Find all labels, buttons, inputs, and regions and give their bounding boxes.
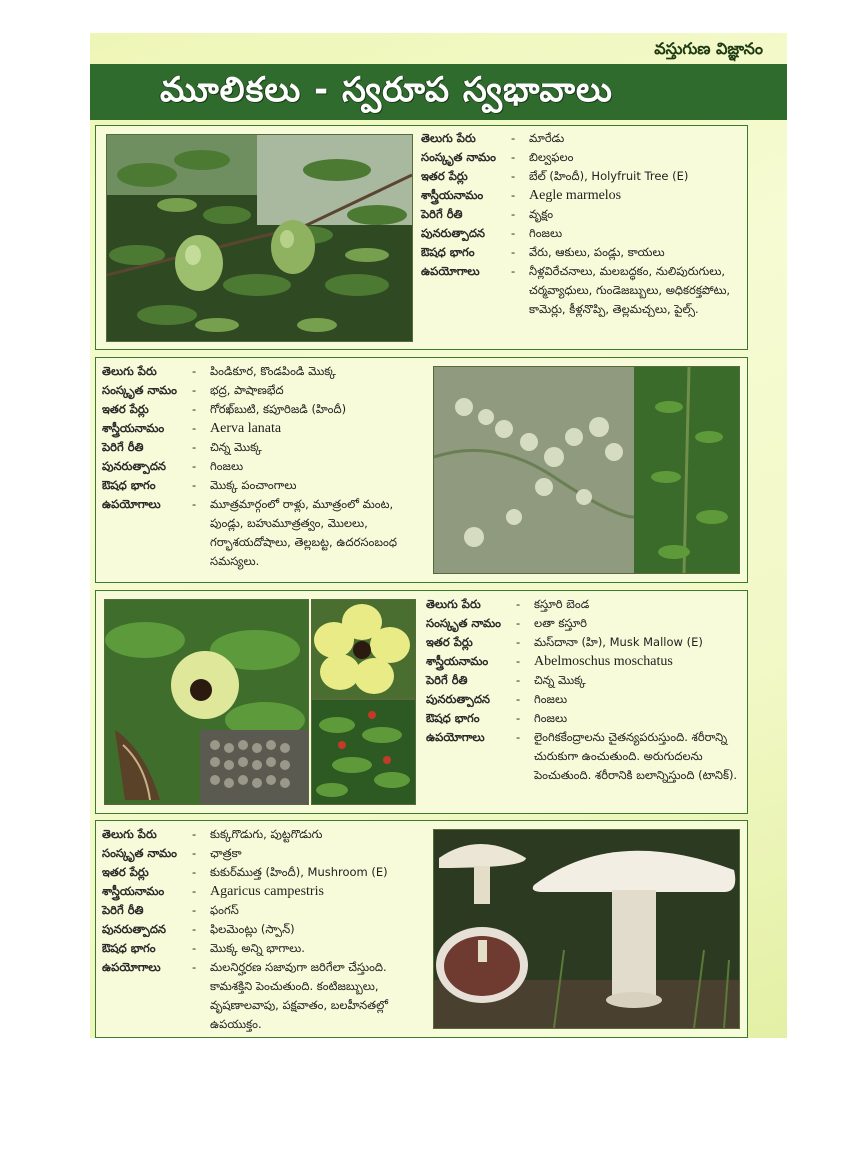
value: భద్ర, పాషాణభేద: [210, 383, 284, 397]
label: తెలుగు పేరు: [102, 364, 157, 378]
plant-card-musk-mallow: [95, 590, 748, 814]
value: ఫిలమెంట్లు (స్పాన్): [210, 922, 295, 936]
label: ఉపయోగాలు: [426, 730, 485, 744]
running-head: వస్తుగుణ విజ్ఞానం: [654, 39, 763, 58]
separator: -: [192, 383, 197, 397]
row-uses: [102, 495, 428, 571]
label: ఇతర పేర్లు: [102, 865, 149, 879]
separator: -: [516, 673, 521, 687]
value: Abelmoschus moschatus: [534, 654, 673, 669]
value: మారేడు: [529, 131, 565, 145]
musk-mallow-shrub-photo: [311, 699, 416, 805]
separator: -: [192, 478, 197, 492]
value: గింజలు: [210, 459, 244, 473]
row-uses: [421, 262, 741, 319]
row-other-names: [102, 400, 428, 419]
label: పునరుత్పాదన: [102, 922, 167, 936]
label: ఇతర పేర్లు: [102, 402, 149, 416]
row-other-names: [426, 633, 744, 652]
separator: -: [192, 941, 197, 955]
label: ఉపయోగాలు: [102, 960, 161, 974]
label: శాస్త్రీయనామం: [421, 188, 484, 202]
value: మొక్క అన్ని భాగాలు.: [210, 941, 305, 955]
label: పునరుత్పాదన: [421, 226, 486, 240]
value: బేల్ (హిందీ), Holyfruit Tree (E): [529, 169, 689, 183]
row-sanskrit-name: [102, 844, 432, 863]
row-sanskrit-name: [102, 381, 428, 400]
value: పిండికూర, కొండపిండి మొక్క: [210, 364, 336, 378]
row-sanskrit-name: [426, 614, 744, 633]
value: ఛాత్రకా: [210, 846, 242, 860]
plant-card-bael: [95, 125, 748, 350]
label: శాస్త్రీయనామం: [102, 884, 165, 898]
row-growth-habit: [102, 438, 428, 457]
aerva-info: [102, 362, 428, 571]
separator: -: [511, 264, 516, 278]
separator: -: [192, 497, 197, 511]
separator: -: [511, 245, 516, 259]
separator: -: [192, 827, 197, 841]
label: ఇతర పేర్లు: [426, 635, 473, 649]
value: చిన్న మొక్క: [210, 440, 262, 454]
musk-mallow-plant-photo: [104, 599, 309, 805]
value: వృక్షం: [529, 207, 554, 221]
label: ఔషధ భాగం: [421, 245, 475, 259]
separator: -: [192, 903, 197, 917]
row-medicinal-part: [102, 476, 428, 495]
row-propagation: [102, 457, 428, 476]
bael-fruit-tree-photo: [106, 134, 413, 342]
value: మొక్క పంచాంగాలు: [210, 478, 297, 492]
value: గోరఖ్‌బుటి, కపూరిజడి (హిందీ): [210, 402, 347, 416]
separator: -: [511, 188, 516, 202]
book-page: [90, 33, 787, 1038]
value: వేరు, ఆకులు, పండ్లు, కాయలు: [529, 245, 665, 259]
row-scientific-name: [426, 652, 744, 671]
separator: -: [192, 440, 197, 454]
separator: -: [516, 597, 521, 611]
musk-mallow-flower-photo: [311, 599, 416, 699]
bael-info: [421, 129, 741, 319]
separator: -: [192, 364, 197, 378]
row-growth-habit: [102, 901, 432, 920]
value: లతా కస్తూరి: [534, 616, 587, 630]
label: ఉపయోగాలు: [421, 264, 480, 278]
row-propagation: [421, 224, 741, 243]
separator: -: [511, 169, 516, 183]
separator: -: [516, 616, 521, 630]
musk-mallow-info: [426, 595, 744, 785]
label: ఉపయోగాలు: [102, 497, 161, 511]
separator: -: [511, 150, 516, 164]
separator: -: [516, 692, 521, 706]
row-uses: [102, 958, 432, 1034]
value: కుక్కగొడుగు, పుట్టగొడుగు: [210, 827, 323, 841]
value: మలనిర్హరణ సజావుగా జరిగేలా చేస్తుంది. కామశక్తిని పెంచుతుంది. కంటిజబ్బులు, వృషణాలవాపు, పక్షవాతం, బలహీనతల్లో ఉపయుక్తం.: [210, 960, 388, 1031]
label: ఇతర పేర్లు: [421, 169, 468, 183]
separator: -: [511, 207, 516, 221]
row-propagation: [426, 690, 744, 709]
label: ఔషధ భాగం: [102, 478, 156, 492]
label: సంస్కృత నామం: [426, 616, 502, 630]
mushroom-photo: [433, 829, 740, 1029]
row-medicinal-part: [421, 243, 741, 262]
label: ఔషధ భాగం: [426, 711, 480, 725]
label: పెరిగే రీతి: [421, 207, 463, 221]
label: పునరుత్పాదన: [426, 692, 491, 706]
separator: -: [192, 459, 197, 473]
separator: -: [192, 884, 197, 898]
row-other-names: [421, 167, 741, 186]
label: సంస్కృత నామం: [102, 846, 178, 860]
value: కస్తూరి బెండ: [534, 597, 590, 611]
value: కుకుర్‌ముత్త (హిందీ), Mushroom (E): [210, 865, 388, 879]
separator: -: [192, 402, 197, 416]
plant-card-mushroom: [95, 820, 748, 1038]
value: మూత్రమార్గంలో రాళ్లు, మూత్రంలో మంట, పుండ్లు, బహుమూత్రత్వం, మొలలు, గర్భాశయదోషాలు, తెల్లబట్ట, ఉదరసంబంధ సమస్యలు.: [210, 497, 397, 568]
label: శాస్త్రీయనామం: [426, 654, 489, 668]
row-telugu-name: [426, 595, 744, 614]
title-banner: [90, 64, 787, 120]
label: శాస్త్రీయనామం: [102, 421, 165, 435]
separator: -: [516, 711, 521, 725]
value: గింజలు: [534, 711, 568, 725]
row-scientific-name: [421, 186, 741, 205]
value: Agaricus campestris: [210, 884, 324, 899]
separator: -: [192, 846, 197, 860]
value: నీళ్లవిరేచనాలు, మలబద్ధకం, నులిపురుగులు, చర్మవ్యాధులు, గుండెజబ్బులు, అధికరక్తపోటు, కామెర్లు, కీళ్లనొప్పి, తెల్లమచ్చలు, పైల్స్.: [529, 264, 731, 316]
value: చిన్న మొక్క: [534, 673, 586, 687]
label: తెలుగు పేరు: [426, 597, 481, 611]
separator: -: [511, 131, 516, 145]
label: సంస్కృత నామం: [102, 383, 178, 397]
value: మస్‌దానా (హి), Musk Mallow (E): [534, 635, 703, 649]
separator: -: [516, 730, 521, 744]
row-medicinal-part: [426, 709, 744, 728]
row-telugu-name: [421, 129, 741, 148]
value: గింజలు: [534, 692, 568, 706]
label: తెలుగు పేరు: [421, 131, 476, 145]
value: బిల్వఫలం: [529, 150, 574, 164]
label: పెరిగే రీతి: [426, 673, 468, 687]
value: Aegle marmelos: [529, 188, 622, 203]
row-scientific-name: [102, 419, 428, 438]
row-other-names: [102, 863, 432, 882]
aerva-lanata-photo: [433, 366, 740, 574]
row-medicinal-part: [102, 939, 432, 958]
row-uses: [426, 728, 744, 785]
value: ఫంగస్: [210, 903, 239, 917]
separator: -: [192, 960, 197, 974]
row-telugu-name: [102, 825, 432, 844]
row-sanskrit-name: [421, 148, 741, 167]
mushroom-info: [102, 825, 432, 1034]
separator: -: [516, 654, 521, 668]
separator: -: [516, 635, 521, 649]
value: గింజలు: [529, 226, 563, 240]
plant-card-aerva: [95, 357, 748, 583]
row-telugu-name: [102, 362, 428, 381]
label: ఔషధ భాగం: [102, 941, 156, 955]
label: పెరిగే రీతి: [102, 903, 144, 917]
label: పునరుత్పాదన: [102, 459, 167, 473]
value: లైంగికకేంద్రాలను చైతన్యపరుస్తుంది. శరీరాన్ని చురుకుగా ఉంచుతుంది. అరుగుదలను పెంచుతుంది. శరీరానికి బలాన్నిస్తుంది (టానిక్).: [534, 730, 738, 782]
label: సంస్కృత నామం: [421, 150, 497, 164]
row-growth-habit: [426, 671, 744, 690]
row-growth-habit: [421, 205, 741, 224]
value: Aerva lanata: [210, 421, 282, 436]
row-scientific-name: [102, 882, 432, 901]
separator: -: [192, 922, 197, 936]
page-title: మూలికలు - స్వరూప స్వభావాలు: [160, 70, 613, 110]
separator: -: [192, 421, 197, 435]
row-propagation: [102, 920, 432, 939]
separator: -: [511, 226, 516, 240]
label: తెలుగు పేరు: [102, 827, 157, 841]
label: పెరిగే రీతి: [102, 440, 144, 454]
separator: -: [192, 865, 197, 879]
